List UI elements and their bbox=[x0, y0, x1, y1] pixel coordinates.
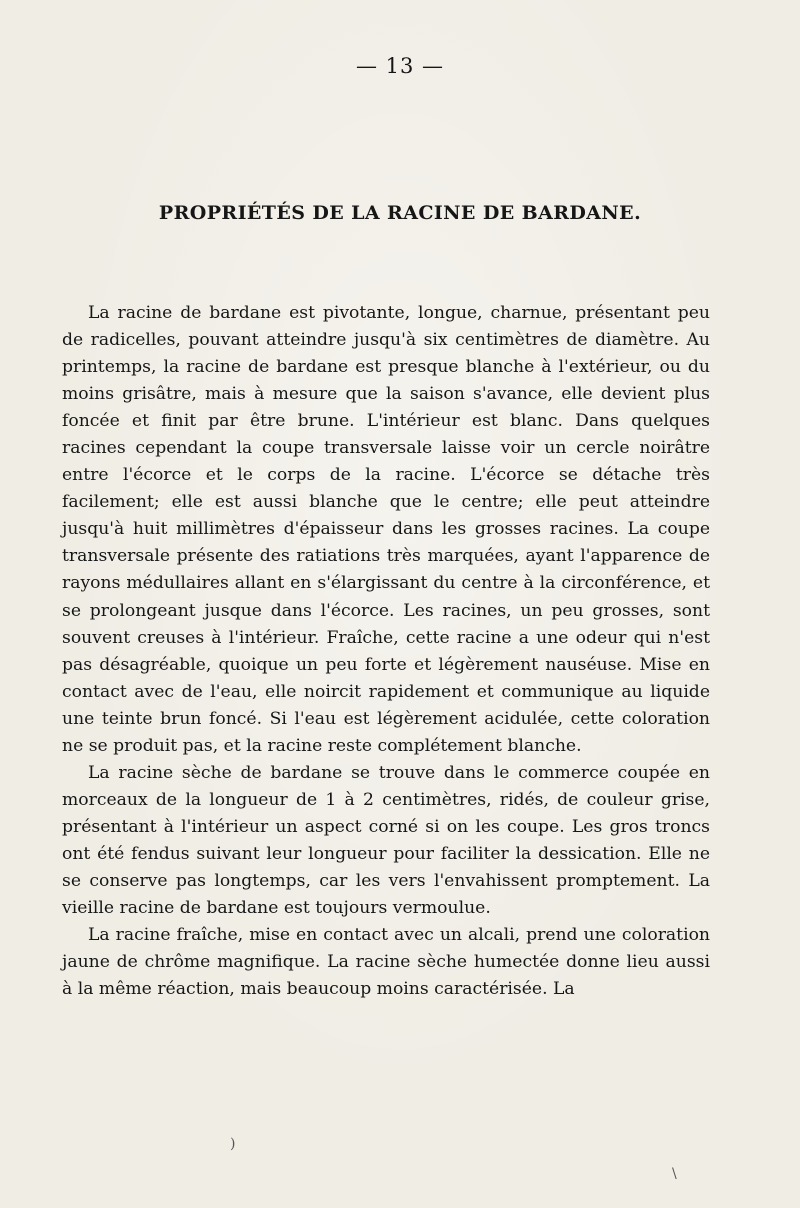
stray-mark: ) bbox=[230, 1136, 236, 1152]
page-number: — 13 — bbox=[355, 54, 445, 78]
paragraph-3: La racine fraîche, mise en contact avec un alcali, prend une coloration jaune de chrôme magnifique. La racine sèche humectée donne lieu aussi à la même réaction, mais beaucoup moins caractérisée. La bbox=[62, 925, 710, 1000]
paragraph-1: La racine de bardane est pivotante, longue, charnue, présentant peu de radicelles, pouvant atteindre jusqu'à six centimètres de diamètre. Au printemps, la racine de bardane est presque blanche à l'extérieur, ou du moins grisâtre, mais à mesure que la saison s'avance, elle devient plus foncée et finit par être brune. L'intérieur est blanc. Dans quelques racines cependant la coupe transversale laisse voir un cercle noirâtre entre l'écorce et le corps de la racine. L'écorce se détache très facilement; elle est aussi blanche que le centre; elle peut atteindre jusqu'à huit millimètres d'épaisseur dans les grosses racines. La coupe transversale présente des ratiations très marquées, ayant l'apparence de rayons médullaires allant en s'élargissant du centre à la circonférence, et se prolongeant jusque dans l'écorce. Les racines, un peu grosses, sont souvent creuses à l'intérieur. Fraîche, cette racine a une odeur qui n'est pas désagréable, quoique un peu forte et légèrement nauséuse. Mise en contact avec de l'eau, elle noircit rapidement et communique au liquide une teinte brun foncé. Si l'eau est légèrement acidulée, cette coloration ne se produit pas, et la racine reste complétement blanche. bbox=[62, 303, 710, 756]
paragraph-2: La racine sèche de bardane se trouve dans le commerce coupée en morceaux de la longueur de 1 à 2 centimètres, ridés, de couleur grise, présentant à l'intérieur un aspect corné si on les coupe. Les gros troncs ont été fendus suivant leur longueur pour faciliter la dessication. Elle ne se conserve pas longtemps, car les vers l'envahissent promptement. La vieille racine de bardane est toujours vermoulue. bbox=[62, 762, 710, 919]
stray-mark: \ bbox=[672, 1166, 677, 1182]
body-text bbox=[62, 300, 710, 1003]
section-title: PROPRIÉTÉS DE LA RACINE DE BARDANE. bbox=[158, 202, 642, 224]
